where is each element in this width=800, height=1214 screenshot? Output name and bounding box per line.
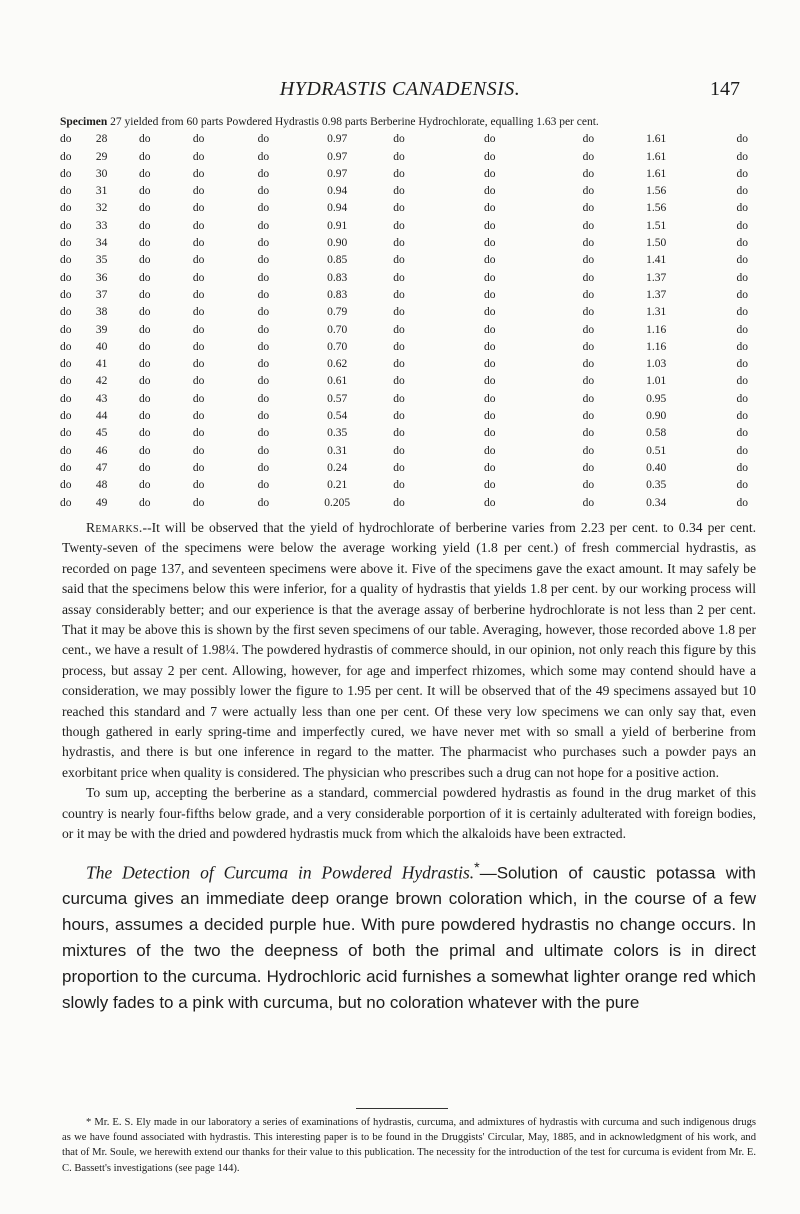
ditto-cell: do	[736, 340, 748, 353]
ditto-cell: do	[393, 410, 405, 423]
parts-value: 0.31	[327, 444, 348, 457]
ditto-cell: do	[257, 202, 270, 215]
specimen-number: 39	[95, 323, 108, 336]
parts-value: 0.97	[327, 150, 348, 163]
footnote	[62, 1115, 756, 1176]
parts-value: 0.21	[327, 479, 348, 492]
ditto-cell: do	[736, 358, 748, 371]
ditto-cell: do	[736, 133, 748, 146]
specimen-number: 41	[95, 358, 108, 371]
parts-value: 0.79	[327, 306, 348, 319]
table-row	[60, 270, 754, 287]
ditto-cell: do	[736, 461, 748, 474]
ditto-cell: do	[483, 479, 496, 492]
ditto-cell: do	[257, 237, 270, 250]
detection-section	[62, 856, 756, 1015]
row-text: parts Berberine Hydrochlorate, equalling	[344, 116, 534, 128]
ditto-cell: do	[139, 271, 151, 284]
ditto-cell: do	[139, 185, 151, 198]
specimen-number: 30	[95, 167, 108, 180]
ditto-cell: do	[257, 219, 270, 232]
percent-value: 1.51	[646, 219, 667, 232]
row-label: Specimen	[60, 116, 108, 128]
specimen-number: 49	[95, 496, 108, 509]
ditto-cell: do	[483, 323, 496, 336]
parts-value: 0.90	[327, 237, 348, 250]
ditto-cell: do	[139, 202, 151, 215]
ditto-cell: do	[736, 496, 748, 509]
ditto-cell: do	[139, 254, 151, 267]
ditto-cell: do	[393, 323, 405, 336]
ditto-cell: do	[60, 219, 72, 232]
specimen-number: 34	[95, 237, 108, 250]
ditto-cell: do	[192, 288, 205, 301]
ditto-cell: do	[192, 340, 205, 353]
ditto-cell: do	[60, 444, 72, 457]
percent-value: 1.16	[646, 323, 667, 336]
percent-value: 1.37	[646, 271, 667, 284]
remarks-section	[62, 518, 756, 845]
parts-value: 0.97	[327, 133, 348, 146]
parts-value: 0.83	[327, 288, 348, 301]
ditto-cell: do	[257, 271, 270, 284]
specimen-number: 43	[95, 392, 108, 405]
parts-value: 0.205	[324, 496, 351, 509]
table-row	[60, 425, 754, 442]
percent-value: 1.56	[646, 185, 667, 198]
table-row	[60, 356, 754, 373]
ditto-cell: do	[257, 306, 270, 319]
ditto-cell: do	[139, 461, 151, 474]
ditto-cell: do	[60, 410, 72, 423]
ditto-cell: do	[257, 185, 270, 198]
ditto-cell: do	[483, 271, 496, 284]
table-row	[60, 408, 754, 425]
specimen-table	[60, 114, 754, 512]
specimen-number: 29	[95, 150, 108, 163]
ditto-cell: do	[393, 358, 405, 371]
ditto-cell: do	[139, 410, 151, 423]
row-text: per cent.	[559, 116, 599, 128]
parts-value: 0.70	[327, 340, 348, 353]
ditto-cell: do	[60, 340, 72, 353]
ditto-cell: do	[192, 392, 205, 405]
ditto-cell: do	[393, 202, 405, 215]
percent-value: 0.58	[646, 427, 667, 440]
ditto-cell: do	[257, 427, 270, 440]
table-row	[60, 339, 754, 356]
ditto-cell: do	[60, 288, 72, 301]
ditto-cell: do	[736, 427, 748, 440]
ditto-cell: do	[483, 254, 496, 267]
ditto-cell: do	[139, 219, 151, 232]
table-row	[60, 460, 754, 477]
ditto-cell: do	[192, 150, 205, 163]
ditto-cell: do	[192, 306, 205, 319]
ditto-cell: do	[736, 323, 748, 336]
ditto-cell: do	[483, 392, 496, 405]
ditto-cell: do	[736, 271, 748, 284]
ditto-cell: do	[582, 461, 595, 474]
ditto-cell: do	[60, 150, 72, 163]
ditto-cell: do	[192, 358, 205, 371]
ditto-cell: do	[257, 496, 270, 509]
ditto-cell: do	[393, 340, 405, 353]
table-row	[60, 443, 754, 460]
ditto-cell: do	[257, 340, 270, 353]
ditto-cell: do	[192, 479, 205, 492]
specimen-number: 38	[95, 306, 108, 319]
percent-value: 1.63	[536, 116, 557, 128]
ditto-cell: do	[257, 167, 270, 180]
ditto-cell: do	[736, 392, 748, 405]
footnote-text: * Mr. E. S. Ely made in our laboratory a series of examinations of hydrastis, curcuma, and admixtures of hydrastis with curcuma and such indigenous drugs as we have found associated with hydrastis. This interesting paper is to be found in the Druggists' Circular, May, 1885, and in acknowledgment of his work, and that of Mr. Soule, we herewith extend our thanks for their value to this publication. The necessity for the introduction of the test for curcuma is evident from Mr. E. C. Bassett's investigations (see page 144).	[62, 1117, 756, 1174]
ditto-cell: do	[483, 461, 496, 474]
ditto-cell: do	[192, 219, 205, 232]
ditto-cell: do	[582, 410, 595, 423]
percent-value: 0.40	[646, 461, 667, 474]
ditto-cell: do	[60, 237, 72, 250]
table-row	[60, 183, 754, 200]
ditto-cell: do	[582, 288, 595, 301]
ditto-cell: do	[60, 375, 72, 388]
specimen-number: 36	[95, 271, 108, 284]
percent-value: 1.01	[646, 375, 667, 388]
ditto-cell: do	[582, 358, 595, 371]
specimen-number: 40	[95, 340, 108, 353]
parts-value: 0.57	[327, 392, 348, 405]
ditto-cell: do	[139, 237, 151, 250]
ditto-cell: do	[582, 340, 595, 353]
ditto-cell: do	[60, 306, 72, 319]
ditto-cell: do	[393, 167, 405, 180]
ditto-cell: do	[60, 461, 72, 474]
ditto-cell: do	[257, 461, 270, 474]
ditto-cell: do	[139, 133, 151, 146]
ditto-cell: do	[139, 444, 151, 457]
ditto-cell: do	[736, 237, 748, 250]
parts-value: 0.91	[327, 219, 348, 232]
ditto-cell: do	[257, 410, 270, 423]
ditto-cell: do	[60, 392, 72, 405]
row-text: Powdered Hydrastis	[226, 116, 320, 128]
ditto-cell: do	[393, 185, 405, 198]
specimen-number: 35	[95, 254, 108, 267]
table-row	[60, 391, 754, 408]
percent-value: 1.16	[646, 340, 667, 353]
ditto-cell: do	[736, 288, 748, 301]
percent-value: 1.61	[646, 150, 667, 163]
ditto-cell: do	[736, 202, 748, 215]
specimen-number: 46	[95, 444, 108, 457]
specimen-number: 37	[95, 288, 108, 301]
ditto-cell: do	[60, 323, 72, 336]
ditto-cell: do	[257, 323, 270, 336]
ditto-cell: do	[736, 444, 748, 457]
ditto-cell: do	[483, 288, 496, 301]
specimen-number: 28	[95, 133, 108, 146]
ditto-cell: do	[483, 185, 496, 198]
ditto-cell: do	[257, 133, 270, 146]
specimen-number: 42	[95, 375, 108, 388]
ditto-cell: do	[192, 444, 205, 457]
ditto-cell: do	[483, 237, 496, 250]
parts-value: 0.70	[327, 323, 348, 336]
percent-value: 0.35	[646, 479, 667, 492]
ditto-cell: do	[192, 254, 205, 267]
ditto-cell: do	[60, 358, 72, 371]
ditto-cell: do	[60, 271, 72, 284]
percent-value: 1.31	[646, 306, 667, 319]
table-row	[60, 287, 754, 304]
ditto-cell: do	[60, 496, 72, 509]
ditto-cell: do	[192, 237, 205, 250]
parts-value: 0.94	[327, 185, 348, 198]
ditto-cell: do	[192, 167, 205, 180]
ditto-cell: do	[257, 150, 270, 163]
table-row	[60, 252, 754, 269]
percent-value: 1.37	[646, 288, 667, 301]
parts-value: 0.54	[327, 410, 348, 423]
ditto-cell: do	[483, 340, 496, 353]
percent-value: 1.61	[646, 167, 667, 180]
ditto-cell: do	[192, 271, 205, 284]
ditto-cell: do	[192, 375, 205, 388]
ditto-cell: do	[139, 479, 151, 492]
ditto-cell: do	[582, 254, 595, 267]
ditto-cell: do	[257, 288, 270, 301]
parts-value: 0.61	[327, 375, 348, 388]
ditto-cell: do	[60, 185, 72, 198]
detection-text: —Solution of caustic potassa with curcuma gives an immediate deep orange brown coloration which, in the course of a few hours, assumes a decided purple hue. With pure powdered hydrastis no change occurs. In mixtures of the two the deepness of both the primal and ultimate colors is in direct proportion to the curcuma. Hydrochloric acid furnishes a somewhat lighter orange red which slowly fades to a pink with curcuma, but no coloration whatever with the pure	[62, 863, 756, 1012]
ditto-cell: do	[582, 271, 595, 284]
parts-value: 0.35	[327, 427, 348, 440]
ditto-cell: do	[257, 358, 270, 371]
ditto-cell: do	[257, 254, 270, 267]
ditto-cell: do	[736, 375, 748, 388]
ditto-cell: do	[483, 150, 496, 163]
ditto-cell: do	[60, 427, 72, 440]
ditto-cell: do	[192, 323, 205, 336]
ditto-cell: do	[192, 461, 205, 474]
ditto-cell: do	[483, 496, 496, 509]
ditto-cell: do	[393, 444, 405, 457]
ditto-cell: do	[483, 410, 496, 423]
ditto-cell: do	[582, 167, 595, 180]
ditto-cell: do	[139, 167, 151, 180]
ditto-cell: do	[192, 202, 205, 215]
ditto-cell: do	[393, 254, 405, 267]
ditto-cell: do	[60, 479, 72, 492]
ditto-cell: do	[139, 306, 151, 319]
ditto-cell: do	[192, 185, 205, 198]
ditto-cell: do	[483, 427, 496, 440]
ditto-cell: do	[483, 358, 496, 371]
specimen-number: 45	[95, 427, 108, 440]
ditto-cell: do	[736, 410, 748, 423]
ditto-cell: do	[393, 461, 405, 474]
ditto-cell: do	[139, 392, 151, 405]
ditto-cell: do	[393, 271, 405, 284]
ditto-cell: do	[60, 202, 72, 215]
ditto-cell: do	[139, 358, 151, 371]
row-text: yielded from 60 parts	[124, 116, 224, 128]
percent-value: 0.95	[646, 392, 667, 405]
ditto-cell: do	[393, 306, 405, 319]
ditto-cell: do	[393, 237, 405, 250]
ditto-cell: do	[582, 202, 595, 215]
ditto-cell: do	[139, 323, 151, 336]
specimen-number: 31	[95, 185, 108, 198]
ditto-cell: do	[483, 306, 496, 319]
ditto-cell: do	[257, 479, 270, 492]
ditto-cell: do	[582, 219, 595, 232]
ditto-cell: do	[483, 444, 496, 457]
table-row	[60, 322, 754, 339]
specimen-number: 47	[95, 461, 108, 474]
ditto-cell: do	[192, 496, 205, 509]
ditto-cell: do	[139, 427, 151, 440]
ditto-cell: do	[736, 150, 748, 163]
ditto-cell: do	[60, 133, 72, 146]
percent-value: 1.50	[646, 237, 667, 250]
ditto-cell: do	[192, 427, 205, 440]
ditto-cell: do	[139, 496, 151, 509]
ditto-cell: do	[582, 392, 595, 405]
ditto-cell: do	[483, 375, 496, 388]
ditto-cell: do	[393, 150, 405, 163]
ditto-cell: do	[483, 219, 496, 232]
table-row	[60, 304, 754, 321]
table-row	[60, 477, 754, 494]
specimen-number: 33	[95, 219, 108, 232]
ditto-cell: do	[257, 392, 270, 405]
section-title: The Detection of Curcuma in Powdered Hydrastis.	[86, 862, 475, 883]
specimen-number: 27	[110, 116, 122, 128]
ditto-cell: do	[582, 323, 595, 336]
table-row	[60, 131, 754, 148]
table-row	[60, 373, 754, 390]
page-title: HYDRASTIS CANADENSIS.	[279, 78, 521, 100]
parts-value: 0.94	[327, 202, 348, 215]
ditto-cell: do	[139, 150, 151, 163]
parts-value: 0.83	[327, 271, 348, 284]
table-row	[60, 200, 754, 217]
specimen-number: 44	[95, 410, 108, 423]
ditto-cell: do	[582, 427, 595, 440]
ditto-cell: do	[393, 496, 405, 509]
ditto-cell: do	[483, 133, 496, 146]
page-number: 147	[710, 78, 740, 100]
specimen-number: 48	[95, 479, 108, 492]
percent-value: 1.56	[646, 202, 667, 215]
ditto-cell: do	[582, 444, 595, 457]
ditto-cell: do	[393, 288, 405, 301]
table-row	[60, 235, 754, 252]
ditto-cell: do	[582, 185, 595, 198]
ditto-cell: do	[736, 254, 748, 267]
ditto-cell: do	[736, 167, 748, 180]
detection-paragraph	[62, 856, 756, 1015]
ditto-cell: do	[483, 167, 496, 180]
running-head	[0, 78, 800, 104]
ditto-cell: do	[393, 219, 405, 232]
percent-value: 1.41	[646, 254, 667, 267]
ditto-cell: do	[257, 444, 270, 457]
footnote-mark: *	[474, 860, 480, 876]
ditto-cell: do	[139, 288, 151, 301]
ditto-cell: do	[60, 254, 72, 267]
ditto-cell: do	[139, 375, 151, 388]
parts-value: 0.97	[327, 167, 348, 180]
ditto-cell: do	[257, 375, 270, 388]
ditto-cell: do	[582, 479, 595, 492]
table-row	[60, 149, 754, 166]
ditto-cell: do	[483, 202, 496, 215]
ditto-cell: do	[736, 306, 748, 319]
ditto-cell: do	[582, 237, 595, 250]
ditto-cell: do	[393, 375, 405, 388]
ditto-cell: do	[736, 479, 748, 492]
parts-value: 0.85	[327, 254, 348, 267]
ditto-cell: do	[582, 306, 595, 319]
percent-value: 0.90	[646, 410, 667, 423]
ditto-cell: do	[736, 219, 748, 232]
percent-value: 0.51	[646, 444, 667, 457]
parts-value: 0.98	[321, 116, 343, 128]
percent-value: 1.03	[646, 358, 667, 371]
percent-value: 0.34	[646, 496, 667, 509]
parts-value: 0.62	[327, 358, 348, 371]
table-row	[60, 495, 754, 512]
ditto-cell: do	[393, 392, 405, 405]
ditto-cell: do	[582, 150, 595, 163]
table-row	[60, 114, 754, 131]
ditto-cell: do	[60, 167, 72, 180]
parts-value: 0.24	[327, 461, 348, 474]
ditto-cell: do	[582, 375, 595, 388]
remarks-paragraph: To sum up, accepting the berberine as a standard, commercial powdered hydrastis as found in the drug market of this country is nearly four-fifths below grade, and a very considerable porportion of it is certainly adulterated with foreign bodies, or it may be with the dried and powdered hydrastis muck from which the alkaloids have been extracted.	[62, 785, 756, 842]
ditto-cell: do	[736, 185, 748, 198]
remarks-text: --It will be observed that the yield of hydrochlorate of berberine varies from 2.23 per cent. to 0.34 per cent. Twenty-seven of the specimens were below the average working yield (1.8 per cent.) of fresh commercial hydrastis, as recorded on page 137, and seventeen specimens were above it. Five of the specimens gave the exact amount. It may safely be said that the specimens below this were inferior, for a quality of hydrastis that yields 1.8 per cent. by our working process will assay considerably better; and our experience is that the average assay of berberine hydrochlorate is not less than 2 per cent. That it may be above this is shown by the first seven specimens of our table. Averaging, however, those recorded above 1.8 per cent., we have a result of 1.98¼. The powdered hydrastis of commerce should, in our opinion, not only reach this figure by this process, but assay 2 per cent. Allowing, however, for age and imperfect rhizomes, which some may contend should have a consideration, we may possibly lower the figure to 1.95 per cent. It will be observed that of the 49 specimens assayed but 10 reached this standard and 7 were actually less than one per cent. Of these very low specimens we can only say that, even though gathered in early spring-time and imperfectly cured, we have never met with so small a yield of berberine from hydrastis, and there is but one inference in regard to the matter. The pharmacist who purchases such a powder pays an exorbitant price when quality is considered. The physician who prescribes such a drug can not hope for a positive action.	[62, 520, 756, 780]
table-row	[60, 166, 754, 183]
percent-value: 1.61	[646, 133, 667, 146]
ditto-cell: do	[393, 427, 405, 440]
specimen-number: 32	[95, 202, 108, 215]
ditto-cell: do	[393, 133, 405, 146]
ditto-cell: do	[192, 410, 205, 423]
ditto-cell: do	[393, 479, 405, 492]
ditto-cell: do	[139, 340, 151, 353]
remarks-paragraph	[62, 518, 756, 783]
remarks-label: Remarks.	[86, 520, 143, 535]
table-row	[60, 218, 754, 235]
ditto-cell: do	[192, 133, 205, 146]
footnote-divider	[356, 1108, 448, 1109]
ditto-cell: do	[582, 496, 595, 509]
ditto-cell: do	[582, 133, 595, 146]
